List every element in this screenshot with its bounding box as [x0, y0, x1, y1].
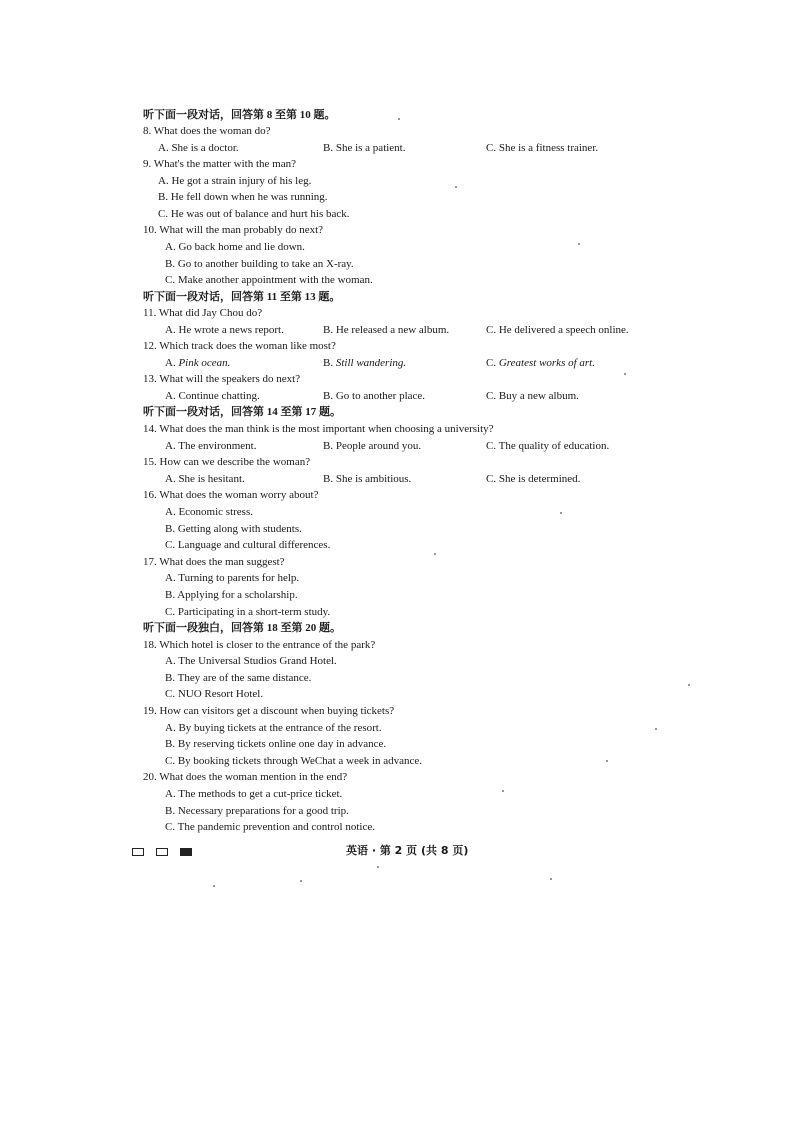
- q15-option-c: C. She is determined.: [486, 473, 581, 485]
- question-10-stem: 10. What will the man probably do next?: [143, 224, 324, 236]
- option-text: Still wandering.: [335, 357, 407, 369]
- footer-mark-solid: [180, 848, 192, 856]
- footer-mark-hollow: [156, 848, 168, 856]
- q10-option-a: A. Go back home and lie down.: [165, 241, 305, 253]
- q15-option-a: A. She is hesitant.: [165, 473, 245, 485]
- scan-speck: [502, 790, 504, 792]
- q14-option-a: A. The environment.: [165, 440, 257, 452]
- q10-option-c: C. Make another appointment with the woman.: [165, 274, 373, 286]
- q19-option-a: A. By buying tickets at the entrance of the resort.: [165, 722, 382, 734]
- q16-option-a: A. Economic stress.: [165, 506, 253, 518]
- q8-option-b: B. She is a patient.: [323, 142, 406, 154]
- section-heading: 听下面一段独白，回答第 18 至第 20 题。: [143, 622, 341, 634]
- question-17-stem: 17. What does the man suggest?: [143, 556, 285, 568]
- q19-option-c: C. By booking tickets through WeChat a week in advance.: [165, 755, 423, 767]
- question-18-stem: 18. Which hotel is closer to the entrance of the park?: [143, 639, 376, 651]
- q8-option-c: C. She is a fitness trainer.: [486, 142, 599, 154]
- q9-option-c: C. He was out of balance and hurt his back.: [158, 208, 350, 220]
- question-20-stem: 20. What does the woman mention in the end?: [143, 771, 348, 783]
- option-text: Greatest works of art.: [498, 357, 595, 369]
- scan-speck: [377, 866, 379, 868]
- q20-option-a: A. The methods to get a cut-price ticket.: [165, 788, 343, 800]
- q14-option-c: C. The quality of education.: [486, 440, 610, 452]
- option-text: Pink ocean.: [178, 357, 231, 369]
- q10-option-b: B. Go to another building to take an X-ray.: [165, 258, 354, 270]
- q17-option-b: B. Applying for a scholarship.: [165, 589, 298, 601]
- question-8-stem: 8. What does the woman do?: [143, 125, 271, 137]
- q13-option-c: C. Buy a new album.: [486, 390, 579, 402]
- section-heading: 听下面一段对话，回答第 8 至第 10 题。: [143, 109, 336, 121]
- question-9-stem: 9. What's the matter with the man?: [143, 158, 296, 170]
- q15-option-b: B. She is ambitious.: [323, 473, 412, 485]
- q17-option-a: A. Turning to parents for help.: [165, 572, 300, 584]
- option-letter: B.: [323, 357, 334, 369]
- q18-option-c: C. NUO Resort Hotel.: [165, 688, 264, 700]
- q12-option-b: [323, 356, 406, 370]
- q13-option-a: A. Continue chatting.: [165, 390, 260, 402]
- q14-option-b: B. People around you.: [323, 440, 422, 452]
- scan-speck: [655, 728, 657, 730]
- q18-option-b: B. They are of the same distance.: [165, 672, 312, 684]
- q17-option-c: C. Participating in a short-term study.: [165, 606, 331, 618]
- q9-option-a: A. He got a strain injury of his leg.: [158, 175, 312, 187]
- q12-option-c: [486, 356, 595, 370]
- scan-speck: [434, 553, 436, 555]
- option-letter: C.: [486, 357, 497, 369]
- q20-option-c: C. The pandemic prevention and control notice.: [165, 821, 375, 833]
- q16-option-b: B. Getting along with students.: [165, 523, 302, 535]
- question-16-stem: 16. What does the woman worry about?: [143, 489, 319, 501]
- section-heading: 听下面一段对话，回答第 14 至第 17 题。: [143, 406, 341, 418]
- question-11-stem: 11. What did Jay Chou do?: [143, 307, 263, 319]
- scan-speck: [688, 684, 690, 686]
- scan-speck: [578, 243, 580, 245]
- q11-option-c: C. He delivered a speech online.: [486, 324, 629, 336]
- scan-speck: [213, 885, 215, 887]
- scan-speck: [560, 512, 562, 514]
- q18-option-a: A. The Universal Studios Grand Hotel.: [165, 655, 337, 667]
- q12-option-a: [165, 356, 230, 370]
- question-13-stem: 13. What will the speakers do next?: [143, 373, 301, 385]
- section-heading: 听下面一段对话，回答第 11 至第 13 题。: [143, 291, 341, 303]
- scan-speck: [455, 186, 457, 188]
- q8-option-a: A. She is a doctor.: [158, 142, 239, 154]
- footer-mark-hollow: [132, 848, 144, 856]
- q16-option-c: C. Language and cultural differences.: [165, 539, 331, 551]
- question-12-stem: 12. Which track does the woman like most?: [143, 340, 336, 352]
- scan-speck: [624, 373, 626, 375]
- q20-option-b: B. Necessary preparations for a good trip.: [165, 805, 349, 817]
- question-14-stem: 14. What does the man think is the most important when choosing a university?: [143, 423, 494, 435]
- scan-speck: [300, 880, 302, 882]
- page-number: 英语 · 第 2 页 (共 8 页): [346, 844, 469, 857]
- q9-option-b: B. He fell down when he was running.: [158, 191, 328, 203]
- scan-speck: [398, 118, 400, 120]
- q19-option-b: B. By reserving tickets online one day in advance.: [165, 738, 387, 750]
- q13-option-b: B. Go to another place.: [323, 390, 426, 402]
- question-15-stem: 15. How can we describe the woman?: [143, 456, 311, 468]
- scan-speck: [550, 878, 552, 880]
- q11-option-b: B. He released a new album.: [323, 324, 450, 336]
- question-19-stem: 19. How can visitors get a discount when buying tickets?: [143, 705, 395, 717]
- q11-option-a: A. He wrote a news report.: [165, 324, 284, 336]
- option-letter: A.: [165, 357, 176, 369]
- page-footer: [128, 844, 648, 858]
- scan-speck: [606, 760, 608, 762]
